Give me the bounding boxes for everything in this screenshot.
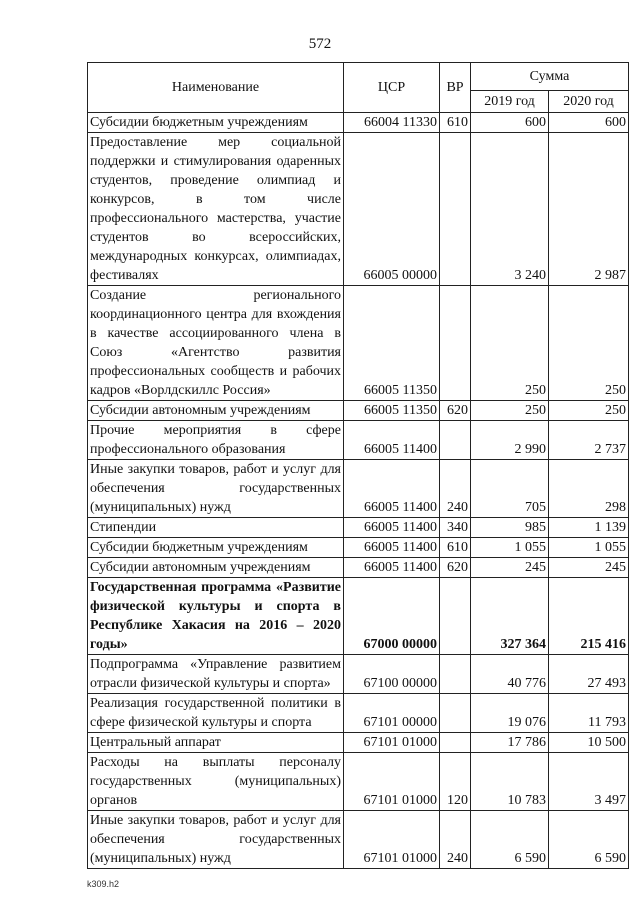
row-amount-2020: 250	[549, 286, 629, 401]
footer-code: k309.h2	[87, 879, 120, 889]
table-row	[88, 655, 629, 694]
row-amount-2019: 10 783	[471, 753, 549, 811]
row-csr: 66005 11400	[344, 460, 440, 518]
row-amount-2019: 600	[471, 113, 549, 133]
row-amount-2019: 245	[471, 558, 549, 578]
table-row	[88, 113, 629, 133]
row-amount-2019: 705	[471, 460, 549, 518]
row-amount-2019: 250	[471, 286, 549, 401]
row-csr: 67000 00000	[344, 578, 440, 655]
row-amount-2020: 215 416	[549, 578, 629, 655]
row-csr: 66005 11350	[344, 401, 440, 421]
row-vr	[440, 655, 471, 694]
row-vr: 610	[440, 538, 471, 558]
row-amount-2019: 19 076	[471, 694, 549, 733]
row-vr: 610	[440, 113, 471, 133]
row-name: Создание регионального координационного центра для вхождения в качестве ассоциированного члена в Союз «Агентство развития профессиональных сообществ и рабочих кадров «Ворлдскиллс Россия»	[88, 286, 344, 401]
row-csr: 66005 11400	[344, 558, 440, 578]
row-amount-2019: 1 055	[471, 538, 549, 558]
row-csr: 66005 11400	[344, 518, 440, 538]
table-row	[88, 811, 629, 869]
row-amount-2020: 2 737	[549, 421, 629, 460]
row-amount-2019: 250	[471, 401, 549, 421]
row-csr: 67100 00000	[344, 655, 440, 694]
row-name: Субсидии автономным учреждениям	[88, 401, 344, 421]
row-amount-2020: 3 497	[549, 753, 629, 811]
row-csr: 66005 11350	[344, 286, 440, 401]
row-vr: 340	[440, 518, 471, 538]
header-vr: ВР	[440, 63, 471, 113]
row-name: Государственная программа «Развитие физической культуры и спорта в Республике Хакасия на 2016 – 2020 годы»	[88, 578, 344, 655]
row-amount-2019: 327 364	[471, 578, 549, 655]
row-vr	[440, 421, 471, 460]
header-sum: Сумма	[471, 63, 629, 91]
row-name: Субсидии бюджетным учреждениям	[88, 538, 344, 558]
row-name: Субсидии бюджетным учреждениям	[88, 113, 344, 133]
row-amount-2019: 3 240	[471, 133, 549, 286]
row-amount-2019: 40 776	[471, 655, 549, 694]
table-row	[88, 518, 629, 538]
row-csr: 67101 01000	[344, 733, 440, 753]
row-name: Реализация государственной политики в сфере физической культуры и спорта	[88, 694, 344, 733]
table-row	[88, 286, 629, 401]
row-vr: 240	[440, 460, 471, 518]
row-amount-2020: 1 055	[549, 538, 629, 558]
row-vr	[440, 694, 471, 733]
row-name: Стипендии	[88, 518, 344, 538]
row-name: Иные закупки товаров, работ и услуг для обеспечения государственных (муниципальных) нужд	[88, 811, 344, 869]
row-csr: 67101 01000	[344, 753, 440, 811]
row-vr	[440, 578, 471, 655]
row-amount-2019: 6 590	[471, 811, 549, 869]
row-csr: 67101 00000	[344, 694, 440, 733]
row-amount-2019: 2 990	[471, 421, 549, 460]
budget-table	[87, 62, 629, 869]
row-amount-2020: 600	[549, 113, 629, 133]
table-row	[88, 733, 629, 753]
row-vr: 620	[440, 401, 471, 421]
row-csr: 66004 11330	[344, 113, 440, 133]
row-amount-2020: 10 500	[549, 733, 629, 753]
row-vr: 120	[440, 753, 471, 811]
row-amount-2020: 245	[549, 558, 629, 578]
header-csr: ЦСР	[344, 63, 440, 113]
row-name: Расходы на выплаты персоналу государственных (муниципальных) органов	[88, 753, 344, 811]
row-name: Иные закупки товаров, работ и услуг для обеспечения государственных (муниципальных) нужд	[88, 460, 344, 518]
row-name: Центральный аппарат	[88, 733, 344, 753]
table-row	[88, 578, 629, 655]
row-csr: 66005 11400	[344, 421, 440, 460]
row-amount-2020: 2 987	[549, 133, 629, 286]
row-csr: 66005 11400	[344, 538, 440, 558]
row-csr: 66005 00000	[344, 133, 440, 286]
row-vr	[440, 733, 471, 753]
table-row	[88, 694, 629, 733]
row-amount-2020: 298	[549, 460, 629, 518]
row-name: Субсидии автономным учреждениям	[88, 558, 344, 578]
table-row	[88, 558, 629, 578]
row-vr: 620	[440, 558, 471, 578]
row-csr: 67101 01000	[344, 811, 440, 869]
table-row	[88, 753, 629, 811]
page-number: 572	[308, 36, 332, 52]
table-row	[88, 460, 629, 518]
table-row	[88, 538, 629, 558]
row-vr	[440, 133, 471, 286]
table-row	[88, 421, 629, 460]
table-row	[88, 401, 629, 421]
table-header	[88, 63, 629, 113]
header-name: Наименование	[88, 63, 344, 113]
table-row	[88, 133, 629, 286]
row-amount-2020: 27 493	[549, 655, 629, 694]
row-amount-2020: 250	[549, 401, 629, 421]
row-amount-2020: 6 590	[549, 811, 629, 869]
row-name: Предоставление мер социальной поддержки и стимулирования одаренных студентов, проведение олимпиад и конкурсов, в том числе профессионального мастерства, участие студентов во всероссийских, международных конкурсах, олимпиадах, фестивалях	[88, 133, 344, 286]
row-name: Подпрограмма «Управление развитием отрасли физической культуры и спорта»	[88, 655, 344, 694]
table-body	[88, 113, 629, 869]
row-vr: 240	[440, 811, 471, 869]
header-year-2019: 2019 год	[471, 91, 549, 113]
row-vr	[440, 286, 471, 401]
row-amount-2019: 985	[471, 518, 549, 538]
row-name: Прочие мероприятия в сфере профессионального образования	[88, 421, 344, 460]
row-amount-2019: 17 786	[471, 733, 549, 753]
row-amount-2020: 1 139	[549, 518, 629, 538]
header-year-2020: 2020 год	[549, 91, 629, 113]
row-amount-2020: 11 793	[549, 694, 629, 733]
